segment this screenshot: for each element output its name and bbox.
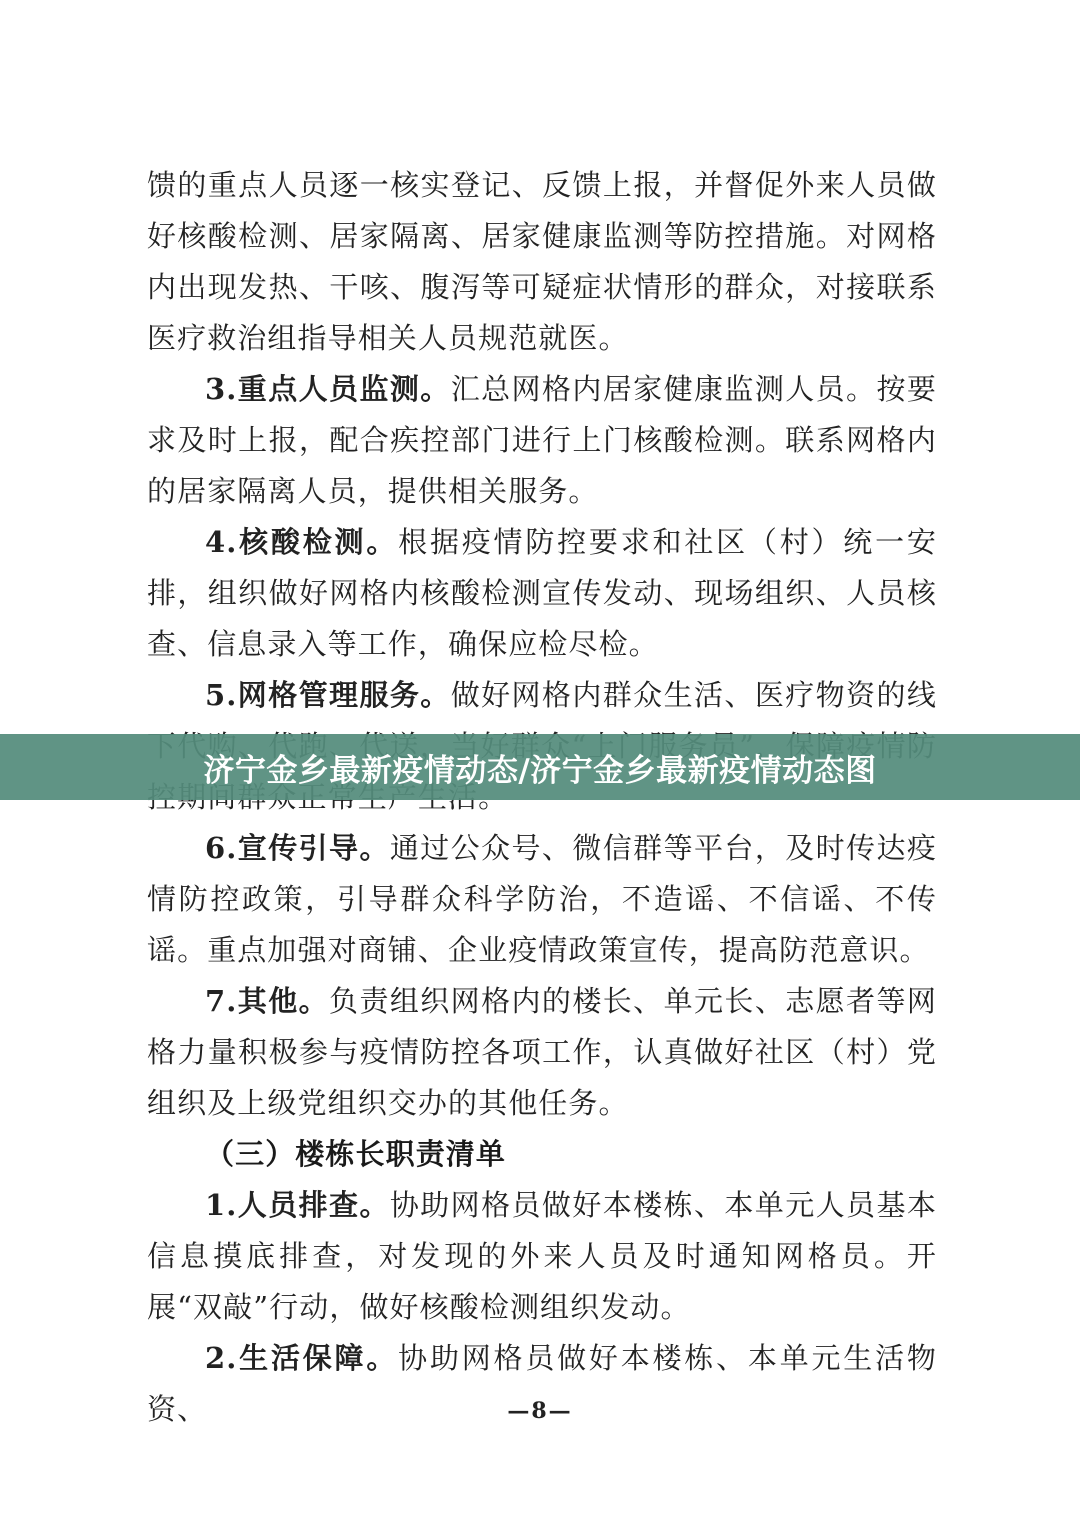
title-banner bbox=[0, 734, 1080, 800]
list-item bbox=[147, 1180, 937, 1333]
item-text: 通过公众号、微信群等平台，及时传达疫情防控政策，引导群众科学防治，不造谣、不信谣、不传谣。重点加强对商铺、企业疫情政策宣传，提高防范意识。 bbox=[147, 831, 937, 967]
item-heading: 4.核酸检测。 bbox=[205, 525, 399, 559]
list-item bbox=[147, 976, 937, 1129]
item-text: 协助网格员做好本楼栋、本单元人员基本信息摸底排查，对发现的外来人员及时通知网格员。开展“双敲”行动，做好核酸检测组织发动。 bbox=[147, 1188, 937, 1324]
list-item bbox=[147, 823, 937, 976]
item-text: 汇总网格内居家健康监测人员。按要求及时上报，配合疾控部门进行上门核酸检测。联系网格内的居家隔离人员，提供相关服务。 bbox=[147, 372, 937, 508]
item-heading: 7.其他。 bbox=[205, 984, 330, 1018]
item-text: 根据疫情防控要求和社区（村）统一安排，组织做好网格内核酸检测宣传发动、现场组织、人员核查、信息录入等工作，确保应检尽检。 bbox=[147, 525, 937, 661]
continued-paragraph: 馈的重点人员逐一核实登记、反馈上报，并督促外来人员做好核酸检测、居家隔离、居家健康监测等防控措施。对网格内出现发热、干咳、腹泻等可疑症状情形的群众，对接联系医疗救治组指导相关人员规范就医。 bbox=[147, 168, 937, 355]
item-text: 负责组织网格内的楼长、单元长、志愿者等网格力量积极参与疫情防控各项工作，认真做好社区（村）党组织及上级党组织交办的其他任务。 bbox=[147, 984, 937, 1120]
list-item bbox=[147, 364, 937, 517]
section-heading: （三）楼栋长职责清单 bbox=[205, 1137, 507, 1171]
item-heading: 3.重点人员监测。 bbox=[205, 372, 451, 406]
page-number: —8— bbox=[507, 1398, 573, 1424]
list-item bbox=[147, 517, 937, 670]
item-text: 协助网格员做好本楼栋、本单元生活物资、 bbox=[147, 1341, 937, 1426]
item-text: 做好网格内群众生活、医疗物资的线 bbox=[450, 678, 937, 712]
item-heading: 1.人员排查。 bbox=[205, 1188, 390, 1222]
banner-title: 济宁金乡最新疫情动态/济宁金乡最新疫情动态图 bbox=[203, 752, 877, 789]
item-heading: 2.生活保障。 bbox=[205, 1341, 399, 1375]
item-heading: 6.宣传引导。 bbox=[205, 831, 390, 865]
item-heading: 5.网格管理服务。 bbox=[205, 678, 451, 712]
